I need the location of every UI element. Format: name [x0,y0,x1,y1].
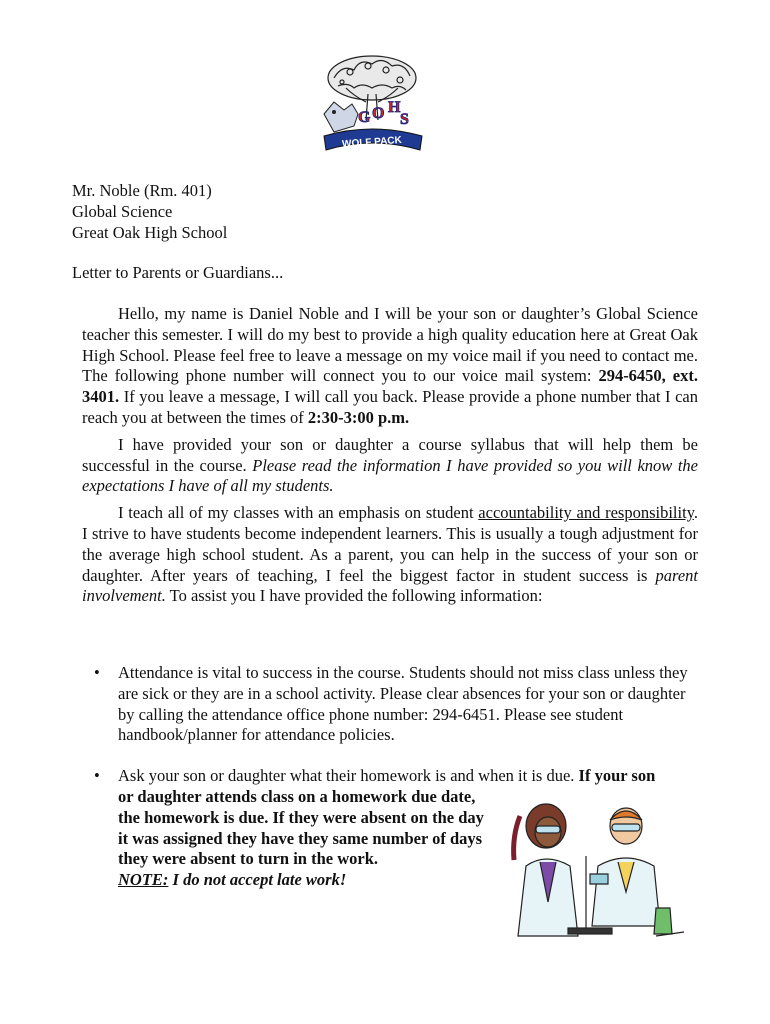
svg-text:G: G [358,109,371,126]
syllabus-text: I have provided your son or daughter a course syllabus that will help them be successful in the course. [82,434,698,475]
intro-text-2: If you leave a message, I will call you back. Please provide a phone number that I can reach you at between the times of [82,387,698,427]
svg-text:H: H [388,99,401,116]
accountability-text: I teach all of my classes with an emphasis on student [118,503,479,523]
attendance-text: Attendance is vital to success in the course. Students should not miss class unless they are sick or they are in a school activity. Please clear absences for your son or daughter by calling the attendance office phone number: 294-6451. Please see student handbook/planner for attendance policies. [118,663,688,745]
accountability-underline: accountability and responsibility [478,503,694,523]
contact-times: 2:30-3:00 p.m. [307,407,410,427]
letter-body [82,304,698,613]
svg-text:S: S [400,111,409,128]
note-label: NOTE: [118,870,169,890]
svg-text:O: O [372,105,385,122]
teacher-info [72,180,227,243]
accountability-text-3: To assist you I have provided the following information: [165,586,543,606]
school-name: Great Oak High School [72,223,228,242]
paragraph-intro [82,304,698,429]
school-logo [316,52,428,156]
homework-bold: or daughter attends class on a homework due date, the homework is due. If they were absent on the day it was assigned they have they same number of days they were absent to turn in the work. [118,786,484,869]
paragraph-accountability [82,503,698,607]
course-name: Global Science [72,202,173,221]
homework-bold-a: If your son [578,766,656,786]
gohs-letters [358,99,409,128]
girl-scientist-icon [514,804,578,936]
voicemail-number: 294-6450, ext. 3401. [82,366,698,407]
homework-first-line [118,766,702,787]
wolf-pack-text: WOLF PACK [341,134,403,151]
note-text: I do not accept late work! [168,870,347,890]
teacher-name: Mr. Noble (Rm. 401) [72,181,212,200]
accountability-text-2: . I strive to have students become independent learners. This is usually a tough adjustment for the average high school student. As a parent, you can help in the success of your son or daughter. After years of teaching, I feel the biggest factor in student success is [82,503,698,585]
intro-text: Hello, my name is Daniel Noble and I will be your son or daughter’s Global Science teacher this semester. I will do my best to provide a high quality education here at Great Oak High School. Please feel free to leave a message on my voice mail if you need to contact me. The following phone number will connect you to our voice mail system: [82,304,698,386]
parent-involvement: parent involvement. [82,565,698,606]
bullet-dot: • [94,766,100,786]
bullet-dot: • [94,663,100,682]
wolf-icon [324,102,358,132]
paragraph-syllabus [82,435,698,497]
homework-text: Ask your son or daughter what their homework is and when it is due. [118,766,579,786]
salutation: Letter to Parents or Guardians... [72,263,284,282]
boy-scientist-icon [592,808,660,926]
syllabus-italic: Please read the information I have provided so you will know the expectations I have of all my students. [82,455,698,496]
bullet-attendance [82,663,698,746]
students-lab-illustration [506,796,688,946]
